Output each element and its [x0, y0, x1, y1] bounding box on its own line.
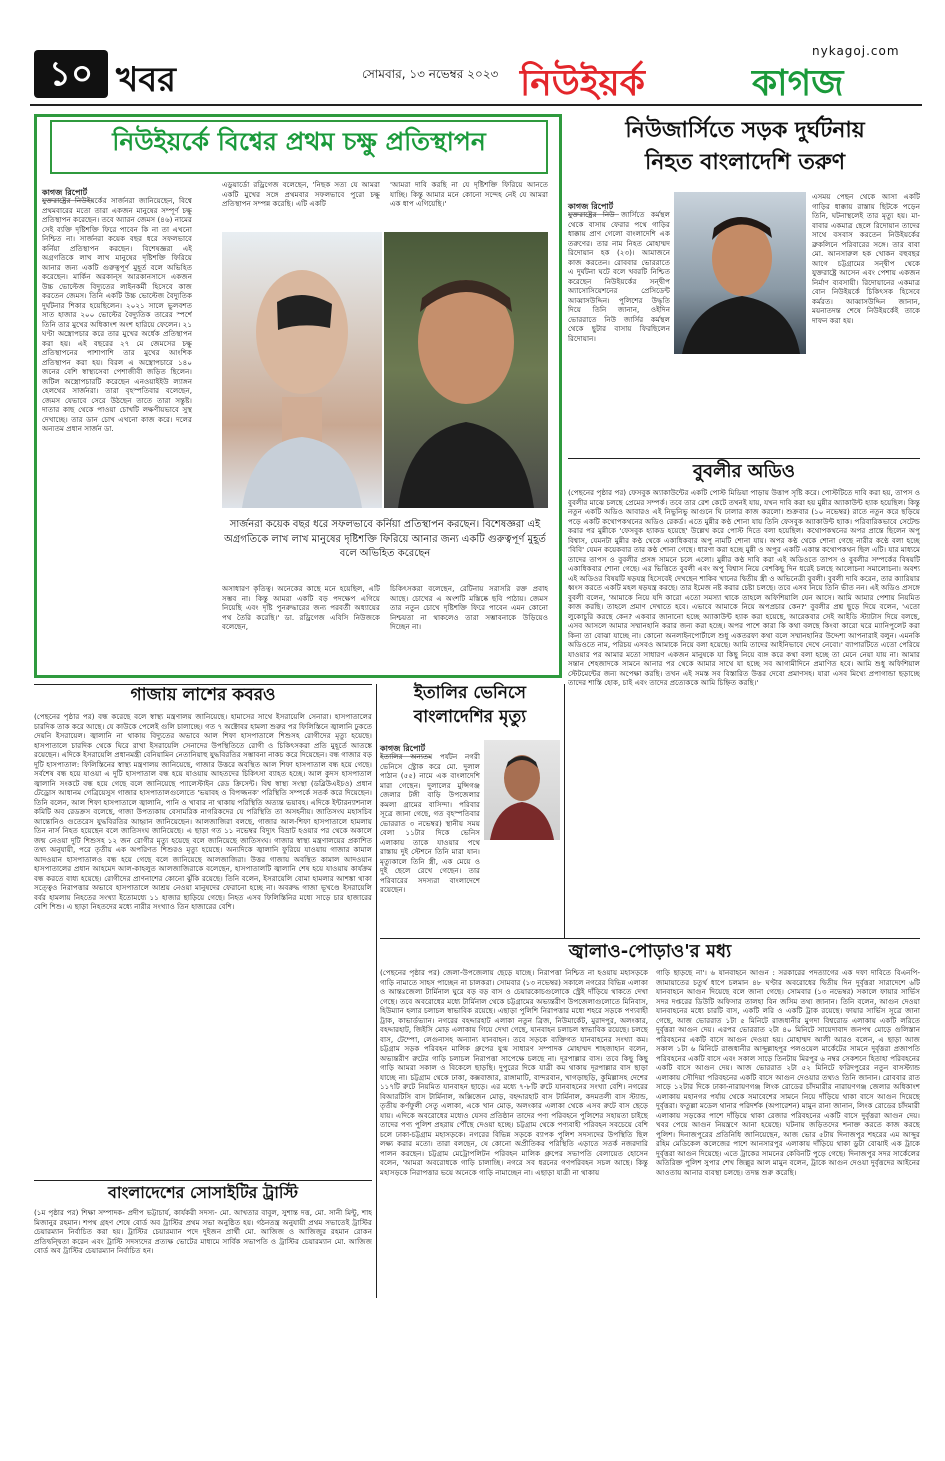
- deceased-silhouette: [484, 740, 560, 840]
- masthead-rule: [30, 104, 922, 106]
- italy-headline-1: ইতালির ভেনিসে: [414, 683, 526, 703]
- logo-kagoj: কাগজ: [752, 63, 844, 104]
- bubli-body: (পেছনের পৃষ্ঠার পর) ফেসবুক অ্যাকাউন্টের একটি পোস্ট মিডিয়া পাড়ায় উত্তাপ সৃষ্টি করে। পোস্টটিতে দাবি করা হয়, তাপস ও বুবলীর মাঝে চলছে প্রেমের সম্পর্ক। তবে তার রেশ কেটে তখনই যায়, যখন দাবি করা হয় মুন্নীর অ্যাকাউন্ট হ্যাক হয়েছিল। কিন্তু নতুন একটি অডিও আবারও এই নিভুনিভু আগুনে ঘি ঢালার কাজ করলো। শুক্রবার (১০ নভেম্বর) রাতে নতুন করে ছড়িয়ে পড়ে একটি কথোপকথনের অডিও রেকর্ড। এতে মুন্নীর কণ্ঠ শোনা যায় তিনি ফেসবুক অ্যাকাউন্ট হ্যাক। পরিবারিকভাবে সেটেল্ড করার পর মুন্নীকে 'ফেসবুক হ্যাকড হয়েছে' উল্লেখ করে পোস্ট দিতে বলা হয়েছিল। কথোপকথনের অপর প্রান্তে ছিলেন অপু বিশ্বাস, যেমনটা মুন্নীর কণ্ঠ থেকে একাধিকবার অপু নামটি শোনা যায়। অপর কণ্ঠ থেকে শোনা গেছে নারীর কণ্ঠে বলা হচ্ছে 'বিবি' যেমন কয়েকবার তার কণ্ঠ শোনা গেছে। ধারণা করা হচ্ছে মুন্নী ও অপুর একটি একান্ত কথোপকথন ছিল এটি। যার মাধ্যমে তাদের তাপস ও বুবলীর প্রসঙ্গ সামনে চলে এলো। মুন্নীর কণ্ঠ দাবি করা এই অডিওতে তাপস ও বুবলীর সম্পর্কের বিষয়টি একাধিকবার শোনা গেছে। এর ভিত্তিতে বুবলী এবং অপু বিশ্বাস নিয়ে বেশকিছু দিন ধরেই চলছে আলোচনা সমালোচনা। অবশ্য এই অডিওর বিষয়টি ষড়যন্ত্র হিসেবেই দেখছেন শাকিব খানের দ্বিতীয় স্ত্রী ও অভিনেত্রী বুবলী। বুবলী দাবি করেন, তার ক্যারিয়ার ধ্বংস করতে একটি মহল ষড়যন্ত্র করছে। তার ইমেজ নষ্ট করার চেষ্টা চলছে। তবে এসব নিয়ে তিনি ভীত নন। এই অডিও প্রসঙ্গে বুবলী বলেন, 'আমাকে নিয়ে যদি কারো এতো সমস্যা থাকে তাহলে অফিশিয়ালি যেন আসে। আমি আমার পেশায় নিয়মিত কাজ করছি। তাহলে প্রমাণ দেখাতে হবে। এভাবে আমাকে নিয়ে অপপ্রচার কেন?' বুবলীর প্রশ্ন ছুড়ে দিয়ে বলেন, 'এতো লুকোচুরি করছে কেন? একবার জানানো হচ্ছে অ্যাকাউন্ট হ্যাক করা হয়েছে, আরেকবার সেই আইডি স্ট্যাটাস দিয়ে বলছে, এসব আসলে আমার সম্মানহানি করার জন্য করা হচ্ছে। অপর পাশে কারা কি কথা বলছে কিংবা কারো ঘরে ম্যানিপুলেট করা কিনা তা বোঝা যাচ্ছে না। কোনো অনলাইনপোর্টালে শুধু একতরফা কথা বলে সম্মানহানির উদ্দেশ্য আপনারাই বলুন। এমনকি অডিওতে নাম, পরিচয় এসবও আমাকে নিয়ে বলা হয়েছে। আমি তাদের আইনিভাবে দেখে নেবো।' ব্যাপারটিতে এতো পেরিয়ে যাওয়ার পর আমার মতো সাধারণ একজন মানুষকে যা কিছু নিয়ে ব্যঙ্গ করে কথা বলা হচ্ছে তা মেনে নেয়া যায় না। আমার সন্তান শেহজাদকে সামনে আনার পর থেকে আমার সাথে যা হচ্ছে সব আগামীদিনে প্রমাণিত হবে। আমি শুধু অফিশিয়াল স্টেটমেন্টের জন্য অপেক্ষা করছি। তখন এই সমস্ত সব বিস্তারিত উত্তর দেবো প্রমাণসহ। যারা এসব মিথ্যে প্রপাগান্ডা ছড়াচ্ছে তাদের শাস্তি হোক, চাই এবং তাদের প্রত্যেককে আমি চিহ্নিত করছি।': [568, 488, 920, 687]
- logo-newyork: নিউইয়র্ক: [520, 63, 645, 104]
- page-number: ১০: [48, 54, 94, 94]
- gaza-body: (পেছনের পৃষ্ঠার পর) বন্ধ করেছে বলে স্বাস্থ্য মন্ত্রণালয় জানিয়েছে। হামাসের সাথে ইসরায়েলি সেনারা। হাসপাতালের চারদিক তাক করে আছে। যে কাউকে পেলেই গুলি চালাচ্ছে। গত ৭ অক্টোবর হামলা শুরুর পর ফিলিস্তিনে জ্বালানি ঢুকতে দেয়নি ইসরায়েল। জ্বালানি না থাকায় বিদ্যুতের অভাবে আল শিফা হাসপাতালে শিশুসহ রোগীদের মৃত্যু হয়েছে। হাসপাতালে চারদিক থেকে ঘিরে রাখা ইসরায়েলি সেনাদের উপস্থিতিতে রোগী ও চিকিৎসকরা প্রতি মুহূর্তে আতঙ্কে রয়েছেন। এদিকে ইসরায়েলি প্রধানমন্ত্রী বেনিয়ামিন নেতানিয়াহু যুদ্ধবিরতির সম্ভাবনা নাকচ করে দিয়েছেন। বন্ধ গাজার বড় দুটি হাসপাতাল: ফিলিস্তিনের স্বাস্থ্য মন্ত্রণালয় জানিয়েছে, গাজার উত্তরে অবস্থিত আল শিফা হাসপাতাল বন্ধ হয়ে গেছে। সর্বশেষ বন্ধ হয়ে যাওয়া এ দুটি হাসপাতাল বন্ধ হয়ে যাওয়ায় আহতদের চিকিৎসা ব্যাহত হচ্ছে। আল কুদস হাসপাতাল জ্বালানি সংকটে বন্ধ হয়ে গেছে বলে জানিয়েছে প্যালেস্টাইন রেড ক্রিসেন্ট। বিশ্ব স্বাস্থ্য সংস্থা (ডব্লিউএইচও) প্রধান টেড্রোস আধানম গেব্রিয়েসুস গাজার হাসপাতালগুলোতে 'ভয়াবহ ও বিপজ্জনক' পরিস্থিতি সম্পর্কে সতর্ক করে দিয়েছেন। তিনি বলেন, আল শিফা হাসপাতালে জ্বালানি, পানি ও খাবার না থাকায় পরিস্থিতি অত্যন্ত ভয়াবহ। এদিকে ইন্টারন্যাশনাল কমিটি অব রেডক্রস বলেছে, গাজা উপত্যকায় বেসামরিক নাগরিকদের যে পরিস্থিতি তা অসহনীয়। জাতিসংঘ মহাসচিব আন্তোনিও গুতেরেস যুদ্ধবিরতির আহ্বান জানিয়েছেন। আলজাজিরা বলছে, গাজার আল-শিফা হাসপাতালে হামলায় তিন নার্স নিহত হয়েছেন বলে জাতিসংঘ জানিয়েছে। এ ছাড়া গত ১১ নভেম্বর বিদ্যুৎ বিভ্রাট হওয়ার পর থেকে অকালে জন্ম নেওয়া দুটি শিশুসহ ১২ জন রোগীর মৃত্যু হয়েছে বলে জানিয়েছে জাতিসংঘ। গাজার স্বাস্থ্য মন্ত্রণালয়ের প্রকাশিত তথ্য অনুযায়ী, পরে তৃতীয় এক অপরিণত শিশুরও মৃত্যু হয়েছে। অন্যদিকে জ্বালানি ফুরিয়ে যাওয়ায় গাজার কামাল আদওয়ান হাসপাতালও বন্ধ হয়ে গেছে বলে জানিয়েছে আলজাজিরা। উত্তর গাজায় অবস্থিত কামাল আদওয়ান হাসপাতালের প্রধান আহমেদ আল-কাহলুত আলজাজিরাকে বলেছেন, হাসপাতালটি জ্বালানি শেষ হয়ে যাওয়ায় কার্যক্রম বন্ধ করতে বাধ্য হয়েছে। রোগীদের প্রাণনাশের কোনো ঝুঁকি রয়েছে। তিনি বলেন, ইসরায়েলি বোমা হামলার আশঙ্কা থাকা সত্ত্বেও নিরাপত্তার অভাবে হাসপাতালে আশ্রয় নেওয়া মানুষদের ফেরানো হচ্ছে না। অবরুদ্ধ গাজা ভূখণ্ডে ইসরায়েলি বর্বর হামলায় নিহতের সংখ্যা ইতোমধ্যে ১১ হাজার ছাড়িয়ে গেছে। নিহত এসব ফিলিস্তিনির মধ্যে সাড়ে চার হাজারের বেশি শিশু। এ ছাড়া নিহতদের মধ্যে নারীর সংখ্যাও তিন হাজারের বেশি।: [34, 712, 372, 911]
- issue-date: সোমবার, ১৩ নভেম্বর ২০২৩: [362, 67, 499, 81]
- divider-right: [564, 684, 565, 938]
- site-url: nykagoj.com: [812, 44, 900, 58]
- italy-photo-deceased: [484, 740, 560, 840]
- society-headline: বাংলাদেশের সোসাইটির ট্রাস্টি: [107, 1183, 299, 1202]
- eye-column-2: এডুয়ার্ডো রড্রিগেজ বলেছেন, 'নিছক সত্য যে আমরা একটি মুখের সঙ্গে প্রথমবার সফলভাবে পুরো চক্ষু প্রতিস্থাপন সম্পন্ন করেছি। এটি একটি: [222, 180, 380, 208]
- surgeon-silhouette: [384, 232, 548, 508]
- arson-headline: জ্বালাও-পোড়াও'র মধ্য: [568, 941, 732, 962]
- society-top-rule: [34, 1180, 372, 1181]
- arson-column-1: (পেছনের পৃষ্ঠার পর) জেলা-উপজেলায় ছেড়ে যাচ্ছে। নিরাপত্তা নিশ্চিত না হওয়ায় মহাসড়কে গাড়ি নামাতে সাহস পাচ্ছেন না চালকরা। সোমবার (১৩ নভেম্বর) সকালে নগরের বিভিন্ন এলাকা ও আন্তঃজেলা টার্মিনাল ঘুরে বড় বড় বাস ও চেয়ারকোচগুলোকে স্ট্রেই দাঁড়িয়ে থাকতে দেখা গেছে। তবে অবরোধের মধ্যে টার্মিনাল থেকে চট্টগ্রামের অভ্যন্তরীণ উপজেলাগুলোতে মিনিবাস, হিউম্যান হলার চলাচল স্বাভাবিক রয়েছে। এছাড়া পুলিশি নিরাপত্তার মধ্যে শহরে সড়কে পণ্যবাহী ট্রাক, কাভার্ডভ্যান। নগরের বহদ্দারহাট এলাকা নতুন ব্রিজ, নিউমার্কেট, মুরাদপুর, অলংকার, বহদ্দারহাট, জিইসি মোড় এলাকায় গিয়ে দেখা গেছে, যানবাহন চলাচল স্বাভাবিক রয়েছে। চলছে বাস, টেম্পো, লেগুনাসহ অন্যান্য যানবাহন। তবে সড়কে ব্যক্তিগত যানবাহনের সংখ্যা কম। চট্টগ্রাম সড়ক পরিবহন মালিক গ্রুপের যুগ্ম সাধারণ সম্পাদক মোহাম্মদ শাহজাহান বলেন, অভ্যন্তরীণ রুটের গাড়ি চলাচল নিরাপত্তা সাপেক্ষে চলছে না। দূরপাল্লার বাস। তবে কিছু কিছু গাড়ি আমরা সকাল ও বিকেলে ছাড়ছি। দুপুরের দিকে যাত্রী কম থাকায় দূরপাল্লার বাস ছাড়া যাচ্ছে না। চট্টগ্রাম থেকে ঢাকা, কক্সবাজার, রাঙ্গামাটি, বান্দরবান, খাগড়াছড়ি, কুমিল্লাসহ দেশের ১১৭টি রুটে নিয়মিত যানবাহন ছাড়ে। এর মধ্যে ৭-৮টি রুটে যানবাহনের সংখ্যা বেশি। নগরের বিআরটিসি বাস টার্মিনাল, অক্সিজেন মোড়, বহদ্দারহাট বাস টার্মিনাল, কদমতলী বাস স্ট্যান্ড, তৃতীয় কর্ণফুলী সেতু এলাকা, একে খান মোড়, অলংকার এলাকা থেকে এসব রুটে বাস ছেড়ে যায়। এদিকে অবরোধের মধ্যেও যেসব প্রতিষ্ঠান তাদের পণ্য পরিবহনে পুলিশের সহায়তা চাইছে তাদের পণ্য পুলিশ প্রহরায় পৌঁছে দেওয়া হচ্ছে। চট্টগ্রাম থেকে পণ্যবাহী পরিবহন সবচেয়ে বেশি চলে ঢাকা-চট্টগ্রাম মহাসড়কে। নগরের বিভিন্ন সড়কে ব্যাপক পুলিশ সদস্যদের উপস্থিতি ছিল লক্ষ্য করার মতো। তারা বলছেন, যে কোনো অপ্রীতিকর পরিস্থিতি এড়াতে সতর্ক নজরদারি পালন করছেন। চট্টগ্রাম মেট্রোপলিটন পরিবহন মালিক গ্রুপের সভাপতি বেলায়েত হোসেন বলেন, 'আমরা অবরোধকে গাড়ি চালাচ্ছি। নগরে সব ধরনের গণপরিবহন সচল আছে। কিন্তু মহাসড়কে নিরাপত্তার ভয়ে অনেকে গাড়ি নামাচ্ছেন না। এছাড়া যাত্রী না থাকায়: [380, 968, 648, 1177]
- eye-column-3: 'আমরা দাবি করছি না যে দৃষ্টিশক্তি ফিরিয়ে আনতে যাচ্ছি। কিন্তু আমার মনে কোনো সন্দেহ নেই যে আমরা এক ধাপ এগিয়েছি।': [390, 180, 548, 208]
- byline-text: কাগজ রিপোর্ট: [568, 201, 619, 215]
- italy-headline-2: বাংলাদেশির মৃত্যু: [413, 707, 527, 727]
- nj-headline-1: নিউজার্সিতে সড়ক দুর্ঘটনায়: [625, 118, 865, 143]
- italy-body: ইতালির অন্যতম পর্যটন নগরী ভেনিসে স্ট্রোক করে মো. দুলাল পাঠান (৫৫) নামে এক বাংলাদেশি মারা গেছেন। দুলালের মুন্সিগঞ্জ জেলার টঙ্গী বাড়ি উপজেলার কমলা গ্রামের বাসিন্দা। পরিবার সূত্রে জানা গেছে, গত বৃহস্পতিবার ভোররাত ৩ নভেম্বর) স্থানীয় সময় বেলা ১১টার দিকে ভেনিস এলাকায় তাকে যাওয়ার পথে রাস্তায় দুই স্টেশনে তিনি মারা যান। মৃত্যুকালে তিনি স্ত্রী, এক মেয়ে ও দুই ছেলে রেখে গেছেন। তার পরিবারের সদস্যরা বাংলাদেশে রয়েছেন।: [380, 752, 480, 894]
- byline-text: কাগজ রিপোর্ট: [380, 743, 431, 757]
- society-body: (১ম পৃষ্ঠার পর) শিক্ষা সম্পাদক- প্রদীপ ভট্টাচার্য, কার্যকরী সদস্য- মো. আখতার বাবুল, সুশান্ত দত্ত, মো. সানী মিন্টু, শাহ মিজানুর রহমান। শপথ গ্রহণ শেষে বোর্ড অব ট্রাস্টির প্রথম সভা অনুষ্ঠিত হয়। গঠনতন্ত্র অনুযায়ী প্রথম সভাতেই ট্রাস্টির চেয়ারম্যান নির্বাচিত করা হয়। ট্রাস্টির চেয়ারম্যান পদে দুইজন প্রার্থী মো. আজিজ ও আজিজুর রহমান রোকন প্রতিদ্বন্দ্বিতা করেন এবং ট্রাস্টি সদস্যদের প্রত্যক্ষ ভোটের মাধ্যমে সার্বিক সভাপতি ও ট্রাস্টির চেয়ারম্যান মো. আজিজ বোর্ড অব ট্রাস্টির চেয়ারম্যান নির্বাচিত হন।: [34, 1208, 372, 1255]
- eye-photo-surgeon: [384, 232, 548, 508]
- section-label: খবর: [116, 60, 176, 100]
- eye-photo-patient: [222, 232, 382, 508]
- nj-headline-2: নিহত বাংলাদেশি তরুণ: [644, 150, 846, 175]
- eye-column-2b: অসাধারণ কৃতিত্ব। অনেকের কাছে মনে হয়েছিল, এটি সম্ভব না। কিন্তু আমরা একটি বড় পদক্ষেপ এগিয়ে নিয়েছি এবং দৃষ্টি পুনরুদ্ধারের জন্য পরবর্তী অধ্যায়ের পথ তৈরি করেছি।' ডা. রড্রিগেজ এবিসি নিউজকে বলেছেন,: [222, 584, 380, 631]
- victim-silhouette: [674, 192, 806, 354]
- byline-text: কাগজ রিপোর্ট: [42, 187, 93, 201]
- gaza-headline: গাজায় লাশের কবরও: [130, 685, 276, 705]
- eye-headline: নিউইয়র্কে বিশ্বের প্রথম চক্ষু প্রতিস্থাপন: [112, 127, 486, 156]
- bubli-headline: বুবলীর অডিও: [692, 461, 795, 482]
- patient-silhouette: [222, 232, 382, 508]
- nj-photo-victim: [674, 192, 806, 354]
- nj-bottom-rule: [568, 458, 920, 459]
- bubli-bottom-rule: [380, 938, 920, 939]
- arson-column-2: গাড়ি ছাড়ছে না'। ৬ যানবাহনে আগুন : সরকারের পদত্যাগের এক দফা দাবিতে বিএনপি-জামায়াতের চতুর্থ ধাপে চলমান ৪৮ ঘণ্টার অবরোধের দ্বিতীয় দিন দুর্বৃত্তরা সারাদেশে ৬টি যানবাহনে আগুন দিয়েছে বলে জানা গেছে। সোমবার (১৩ নভেম্বর) সকালে ফায়ার সার্ভিস সদর দপ্তরের ডিউটি অফিসার তালহা বিন জসিম তথ্য জানান। তিনি বলেন, আগুন দেওয়া যানবাহনের মধ্যে চারটি বাস, একটি লরি ও একটি ট্রাক রয়েছে। ফায়ার সার্ভিস সূত্রে জানা গেছে, আজ ভোররাত ১টা ৫ মিনিটে রাজধানীর মুগদা বিশ্বরোড এলাকায় একটি লরিতে দুর্বৃত্তরা আগুন দেয়। এরপর ভোররাত ২টা ৪০ মিনিটে সায়েদাবাদ জনপথ মোড়ে গুলিস্তান পরিবহনের একটি বাসে আগুন দেওয়া হয়। মোহাম্মদ আলী আরও বলেন, এ ছাড়া আজ সকাল ১টা ৬ মিনিটে রাজধানীর আব্দুল্লাহপুর পলওয়েল মার্কেটের সামনে দুর্বৃত্তরা প্রজাপতি পরিবহনের একটি বাসে এবং সকাল সাড়ে তিনটায় মিরপুর ৬ নম্বর সেকশনে হিতাহা পরিবহনের একটি বাসে আগুন দেয়। আজ ভোররাত ২টা ৫২ মিনিটে ফরিদপুরের নতুন বাসস্ট্যান্ড এলাকায় সৌদিয়া পরিবহনের একটি বাসে আগুন দেওয়ার তথ্যও তিনি জানান। রোববার রাত সাড়ে ১২টার দিকে ঢাকা-নারায়ণগঞ্জ লিংক রোডের চাঁদমারীর নারায়ণগঞ্জ জেলার অধিকাংশ এলাকায় মহানগর পর্যায় থেকে সমাবেশের সামনে নিয়ে দাঁড়িয়ে থাকা বাসে আগুন দিয়েছে দুর্বৃত্তরা। ফতুল্লা মডেল থানার পরিদর্শক (অপারেশন) মামুন রানা জানান, লিংক রোডের চাঁদমারী এলাকায় সড়কের পাশে দাঁড়িয়ে থাকা রেজার পরিবহনের একটি বাসে দুর্বৃত্তরা আগুন দেয়। খবর পেয়ে আগুন নিয়ন্ত্রণে আনা হয়েছে। ঘটনায় জড়িতদের শনাক্ত করতে কাজ করছে পুলিশ। দিনাজপুরের প্রতিনিধি জানিয়েছেন, আজ ভোর ৫টায় দিনাজপুর শহরের এম আব্দুর রহিম মেডিকেল কলেজের পাশে আনসারপুর এলাকায় দাঁড়িয়ে থাকা ডুটা বোঝাই এক ট্রাকে দুর্বৃত্তরা আগুন দিয়েছে। এতে ট্রাকের সামনের কেবিনটি পুড়ে গেছে। দিনাজপুর সদর সার্কেলের অতিরিক্ত পুলিশ সুপার শেখ জিল্লুর আল মামুন বলেন, ট্রাকে আগুন দেওয়া দুর্বৃত্তদের আইনের আওতায় আনার ব্যবস্থা চলছে। তদন্ত শুরু করেছি।: [656, 968, 920, 1177]
- eye-caption: সার্জনরা কয়েক বছর ধরে সফলভাবে কর্নিয়া প্রতিস্থাপন করছেন। বিশেষজ্ঞরা এই অগ্রগতিকে লাখ লাখ মানুষের দৃষ্টিশক্তি ফিরিয়ে আনার জন্য একটি গুরুত্বপূর্ণ মুহূর্ত বলে অভিহিত করেছেন: [224, 519, 546, 559]
- nj-column-1: যুক্তরাষ্ট্রের নিউ জার্সিতে কর্মস্থল থেকে বাসায় ফেরার পথে গাড়ির ধাক্কায় প্রাণ গেলো বাংলাদেশি এক তরুণের। তার নাম নিহত মোহাম্মদ রিদোয়ান হক (২৩)। আমাজনে কাজ করতেন। রোববার ভোররাতে এ দুর্ঘটনা ঘটে বলে খবরটি নিশ্চিত করেছেন নিউইয়র্কের সন্দ্বীপ অ্যাসোসিয়েশনের প্রেসিডেন্ট আব্বাসউদ্দিন। পুলিশের উদ্ধৃতি দিয়ে তিনি জানান, ওইদিন ভোররাতে নিউ জার্সির কর্মস্থল থেকে ছুটার বাসায় ফিরছিলেন রিদোয়ান।: [568, 210, 670, 343]
- divider-left: [376, 684, 377, 1298]
- eye-column-3b: চিকিৎসকরা বলেছেন, রেটিনায় সরাসরি রক্ত প্রবাহ আছে। চোখের এ অংশটি মস্তিষ্কে ছবি পাঠায়। জেমস তার নতুন চোখে দৃষ্টিশক্তি ফিরে পাবেন এমন কোনো নিশ্চয়তা না থাকলেও তারা সম্ভাবনাকে উড়িয়েও দিচ্ছেন না।: [390, 584, 548, 631]
- nj-column-2: এসময় পেছন থেকে আসা একটি গাড়ির ধাক্কায় রাস্তায় ছিটকে পড়েন তিনি, ঘটনাস্থলেই তার মৃত্যু হয়। মা-বাবার একমাত্র ছেলে রিদোয়ান তাদের সাথে বসবাস করতেন নিউইয়র্কের ব্রুকলিনে পরিবারের সঙ্গে। তার বাবা মো. আনসারুল হক খোকন বহুবছর আগে চট্টগ্রামের সন্দ্বীপ থেকে যুক্তরাষ্ট্রে আসেন এবং পেশায় একজন নির্মাণ ব্যবসায়ী। রিদোয়ানের একমাত্র বোন নিউইয়র্কে চিকিৎসক হিসেবে কর্মরত। আব্বাসউদ্দিন জানান, ময়নাতদন্ত শেষে নিউইয়র্কেই তাকে দাফন করা হয়।: [812, 192, 920, 325]
- eye-column-1: যুক্তরাষ্ট্রের নিউইয়র্কের সার্জনরা জানিয়েছেন, বিশ্বে প্রথমবারের মতো তারা একজন মানুষের সম্পূর্ণ চক্ষু প্রতিস্থাপন করেছেন। তবে অ্যারন জেমস (৪৬) নামের সেই ব্যক্তি দৃষ্টিশক্তি ফিরে পাবেন কি না তা এখনো নিশ্চিত না। সার্জনরা কয়েক বছর ধরে সফলভাবে কর্নিয়া প্রতিস্থাপন করছেন। বিশেষজ্ঞরা এই অগ্রগতিকে লাখ লাখ মানুষের দৃষ্টিশক্তি ফিরিয়ে আনার জন্য একটি গুরুত্বপূর্ণ মুহূর্ত বলে অভিহিত করেছেন। মার্কিন অরকান্‌স আরকানসাসে একজন উচ্চ ভোল্টেজ বিদ্যুতের লাইনকর্মী হিসেবে কাজ করতেন জেমস। তিনি একটি উচ্চ ভোল্টেজ বৈদ্যুতিক দুর্ঘটনার শিকার হয়েছিলেন। ২০২১ সালে ভুলবশত সাত হাজার ২০০ ভোল্টের বৈদ্যুতিক তারের স্পর্শে তিনি তার মুখের অধিকাংশ অংশ হারিয়ে ফেলেন। ২১ ঘণ্টা অস্ত্রোপচার করে তার মুখের অর্ধেক প্রতিস্থাপন করা হয়। এই বছরের ২৭ মে জেমসের চক্ষু প্রতিস্থাপনের পাশাপাশি তার মুখের আংশিক প্রতিস্থাপন করা হয়। বিরল এ অস্ত্রোপচারে ১৪০ জনের বেশি স্বাস্থ্যসেবা পেশাজীবী জড়িত ছিলেন। জটিল অস্ত্রোপচারটি করেছেন এনওয়াইইউ ল্যাঙ্গন হেলথের সার্জনরা। তারা বৃহস্পতিবার বলেছেন, জেমস যেভাবে সেরে উঠছেন তাতে তারা সন্তুষ্ট। দাতার কাছ থেকে পাওয়া চোখটি লক্ষণীয়ভাবে সুস্থ দেখাচ্ছে। তার ডান চোখ এখনো কাজ করে। দলের অন্যতম প্রধান সার্জন ডা.: [42, 196, 192, 433]
